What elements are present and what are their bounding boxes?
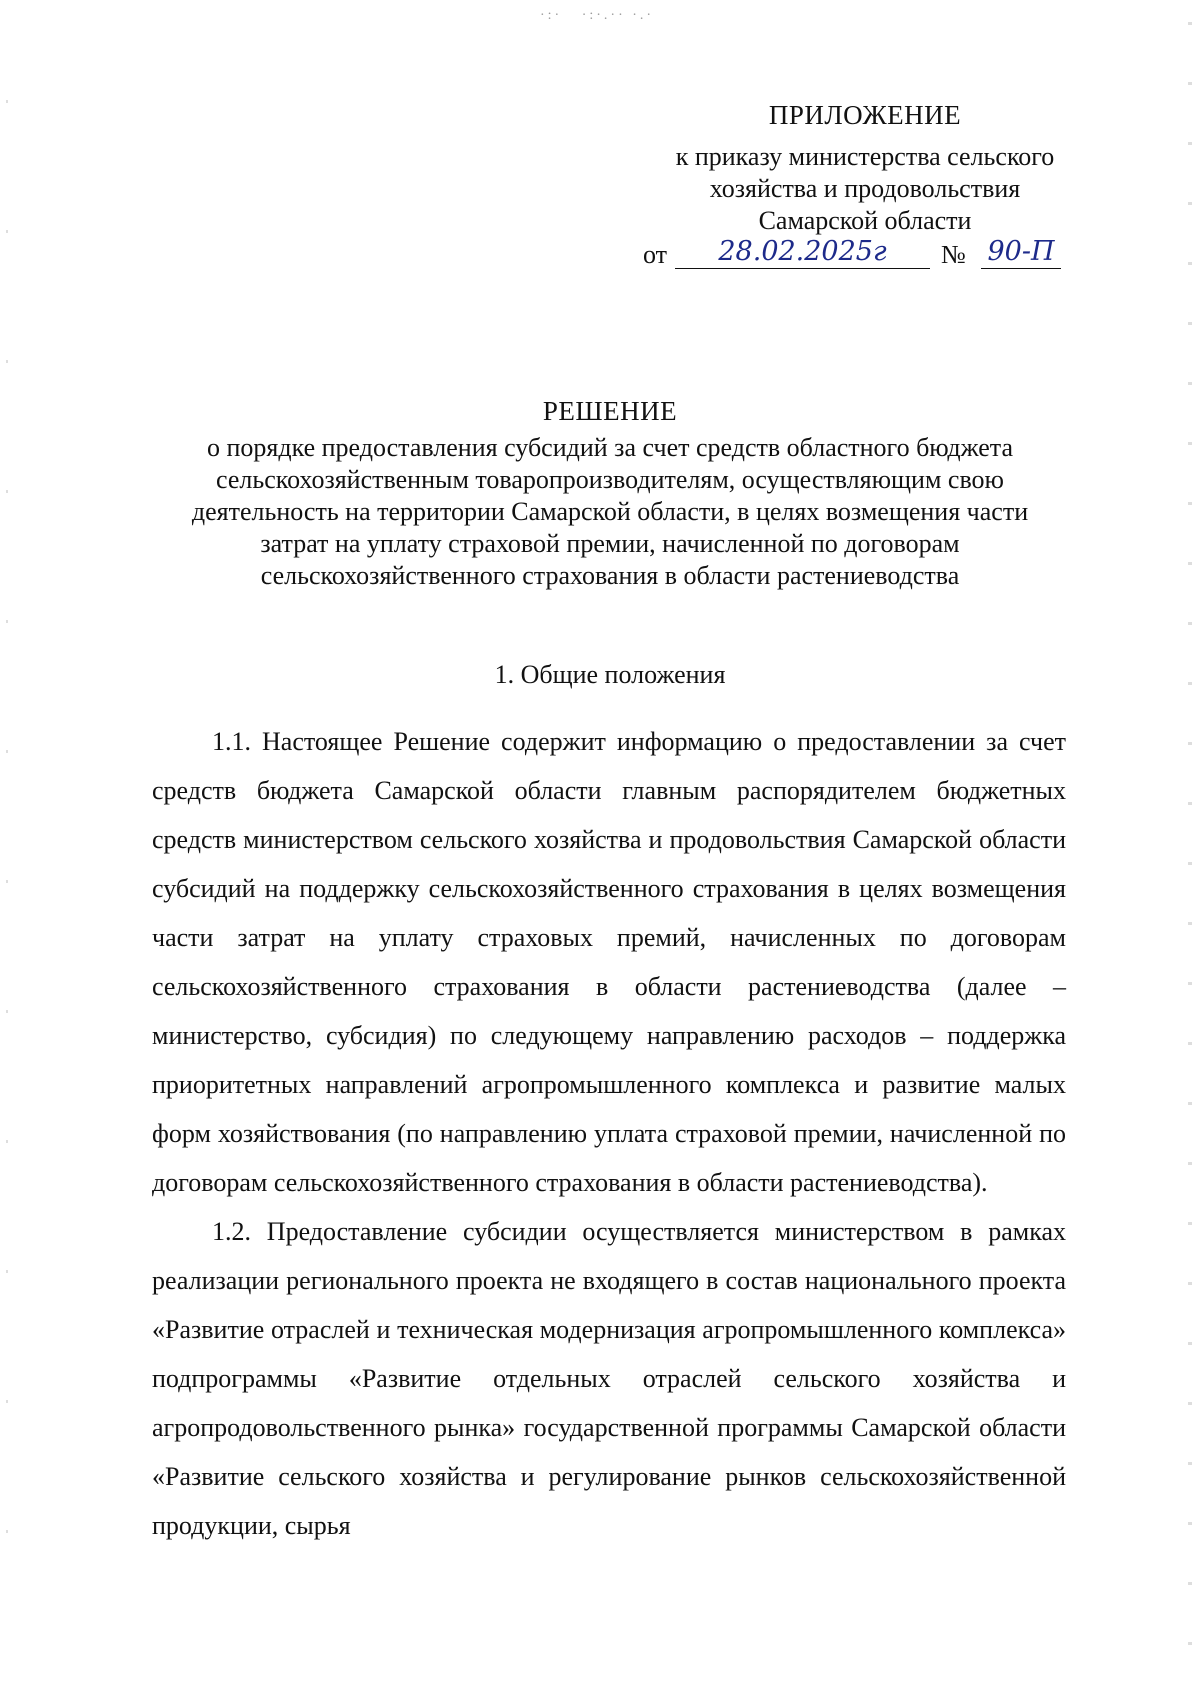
decision-title: РЕШЕНИЕ <box>542 396 678 426</box>
handwritten-date: 28.02.2025г <box>675 236 930 269</box>
number-label: № <box>941 240 966 269</box>
paragraph-1-2: 1.2. Предоставление субсидии осуществляется министерством в рамках реализации регионального проекта не входящего в состав национального проекта «Развитие отраслей и техническая модернизация агропромышленного комплекса» подпрограммы «Развитие отдельных отраслей сельского хозяйства и агропродовольственного рынка» государственной программы Самарской области «Развитие сельского хозяйства и регулирование рынков сельскохозяйственной продукции, сырья <box>152 1217 1066 1540</box>
decision-subtitle-line-1: о порядке предоставления субсидий за счет средств областного бюджета <box>206 433 1014 462</box>
annex-line-2: хозяйства и продовольствия <box>709 174 1021 203</box>
date-label: от <box>643 240 668 269</box>
decision-subtitle-line-2: сельскохозяйственным товаропроизводителям, осуществляющим свою <box>216 465 1004 494</box>
decision-subtitle-line-5: сельскохозяйственного страхования в области растениеводства <box>260 561 960 590</box>
annex-line-1: к приказу министерства сельского <box>675 142 1055 171</box>
handwritten-number: 90-П <box>981 236 1061 269</box>
scan-artifact: ·:· ·:·.·· ·.· <box>540 8 655 23</box>
decision-subtitle-line-4: затрат на уплату страховой премии, начисленной по договорам <box>260 529 960 558</box>
annex-line-3: Самарской области <box>758 206 972 235</box>
scan-edge-right <box>1188 0 1192 1698</box>
annex-title: ПРИЛОЖЕНИЕ <box>768 100 962 130</box>
scan-edge-left <box>6 60 8 1560</box>
paragraph-1-1: 1.1. Настоящее Решение содержит информацию о предоставлении за счет средств бюджета Самарской области главным распорядителем бюджетных средств министерством сельского хозяйства и продовольствия Самарской области субсидий на поддержку сельскохозяйственного страхования в целях возмещения части затрат на уплату страховых премий, начисленных по договорам сельскохозяйственного страхования в области растениеводства (далее – министерство, субсидия) по следующему направлению расходов – поддержка приоритетных направлений агропромышленного комплекса и развитие малых форм хозяйствования (по направлению уплата страховой премии, начисленной по договорам сельскохозяйственного страхования в области растениеводства). <box>152 727 1066 1197</box>
section-1-title: 1. Общие положения <box>494 660 726 689</box>
annex-block <box>640 100 1090 131</box>
section-1-body <box>152 717 1066 1550</box>
order-date-number-line <box>643 236 1103 276</box>
decision-subtitle-line-3: деятельность на территории Самарской области, в целях возмещения части <box>191 497 1029 526</box>
